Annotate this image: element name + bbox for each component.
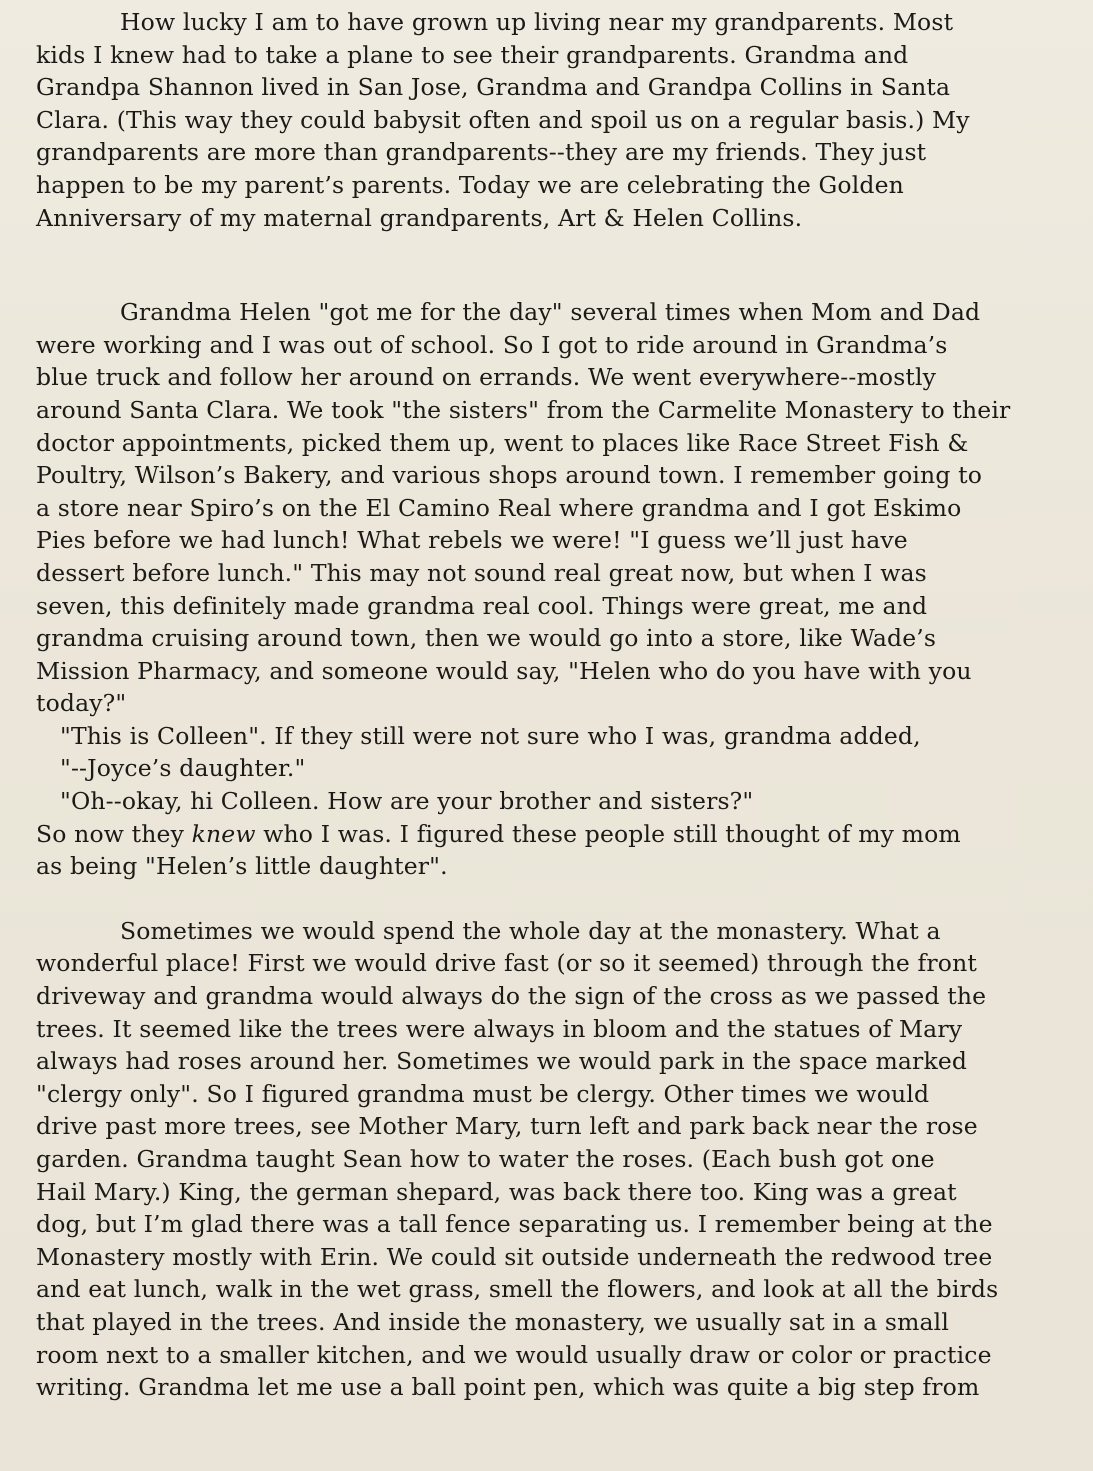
text-line: Pies before we had lunch! What rebels we were! "I guess we’ll just have <box>36 526 908 555</box>
text-line: grandparents are more than grandparents--they are my friends. They just <box>36 138 927 167</box>
text-line: grandma cruising around town, then we would go into a store, like Wade’s <box>36 624 937 653</box>
paragraph-spacer <box>36 234 1066 296</box>
text-line: Monastery mostly with Erin. We could sit outside underneath the redwood tree <box>36 1242 993 1271</box>
paragraph-grandparents <box>36 6 1066 234</box>
paragraph-errands <box>36 296 1066 883</box>
text-line: driveway and grandma would always do the sign of the cross as we passed the <box>36 982 987 1011</box>
text-line: dessert before lunch." This may not sound real great now, but when I was <box>36 558 927 587</box>
text-line: were working and I was out of school. So I got to ride around in Grandma’s <box>36 330 948 359</box>
dialogue-line: "--Joyce’s daughter." <box>60 754 306 783</box>
closing-after: who I was. I figured these people still thought of my mom <box>255 819 961 848</box>
text-line: happen to be my parent’s parents. Today we are celebrating the Golden <box>36 170 904 199</box>
paragraph-spacer <box>36 883 1066 915</box>
text-line: Grandma Helen "got me for the day" several times when Mom and Dad <box>120 298 981 327</box>
text-line: wonderful place! First we would drive fast (or so it seemed) through the front <box>36 949 977 978</box>
emphasis-knew: knew <box>191 819 256 848</box>
document-body <box>36 6 1066 1404</box>
text-line: "clergy only". So I figured grandma must be clergy. Other times we would <box>36 1079 930 1108</box>
text-line: Poultry, Wilson’s Bakery, and various shops around town. I remember going to <box>36 461 983 490</box>
text-line: garden. Grandma taught Sean how to water the roses. (Each bush got one <box>36 1145 935 1173</box>
text-line: that played in the trees. And inside the monastery, we usually sat in a small <box>36 1307 950 1336</box>
text-line: kids I knew had to take a plane to see their grandparents. Grandma and <box>36 40 909 69</box>
text-line: Grandpa Shannon lived in San Jose, Grandma and Grandpa Collins in Santa <box>36 73 951 102</box>
text-line: always had roses around her. Sometimes we would park in the space marked <box>36 1047 968 1076</box>
text-line: dog, but I’m glad there was a tall fence separating us. I remember being at the <box>36 1210 993 1239</box>
text-line: a store near Spiro’s on the El Camino Real where grandma and I got Eskimo <box>36 493 962 522</box>
text-line: How lucky I am to have grown up living near my grandparents. Most <box>120 8 954 36</box>
text-line: drive past more trees, see Mother Mary, turn left and park back near the rose <box>36 1112 978 1141</box>
text-line: room next to a smaller kitchen, and we would usually draw or color or practice <box>36 1340 992 1369</box>
text-line: writing. Grandma let me use a ball point pen, which was quite a big step from <box>36 1373 980 1402</box>
text-line-closing <box>36 818 1066 851</box>
dialogue-line: "This is Colleen". If they still were not sure who I was, grandma added, <box>60 721 921 750</box>
text-line: Clara. (This way they could babysit often and spoil us on a regular basis.) My <box>36 105 970 134</box>
dialogue-line: "Oh--okay, hi Colleen. How are your brother and sisters?" <box>60 787 754 816</box>
text-line: as being "Helen’s little daughter". <box>36 852 448 881</box>
text-line: Sometimes we would spend the whole day at the monastery. What a <box>120 916 941 945</box>
text-line: blue truck and follow her around on errands. We went everywhere--mostly <box>36 363 937 392</box>
text-line: trees. It seemed like the trees were always in bloom and the statues of Mary <box>36 1014 963 1043</box>
text-line: Hail Mary.) King, the german shepard, was back there too. King was a great <box>36 1177 957 1206</box>
text-line: doctor appointments, picked them up, went to places like Race Street Fish & <box>36 428 969 457</box>
text-line: around Santa Clara. We took "the sisters" from the Carmelite Monastery to their <box>36 395 1011 424</box>
closing-before: So now they <box>36 819 192 848</box>
text-line: today?" <box>36 689 127 718</box>
text-line: seven, this definitely made grandma real cool. Things were great, me and <box>36 591 928 620</box>
text-line: Mission Pharmacy, and someone would say, "Helen who do you have with you <box>36 656 972 685</box>
text-line: and eat lunch, walk in the wet grass, smell the flowers, and look at all the birds <box>36 1275 999 1304</box>
text-line: Anniversary of my maternal grandparents, Art & Helen Collins. <box>36 203 803 232</box>
paragraph-monastery <box>36 915 1066 1404</box>
